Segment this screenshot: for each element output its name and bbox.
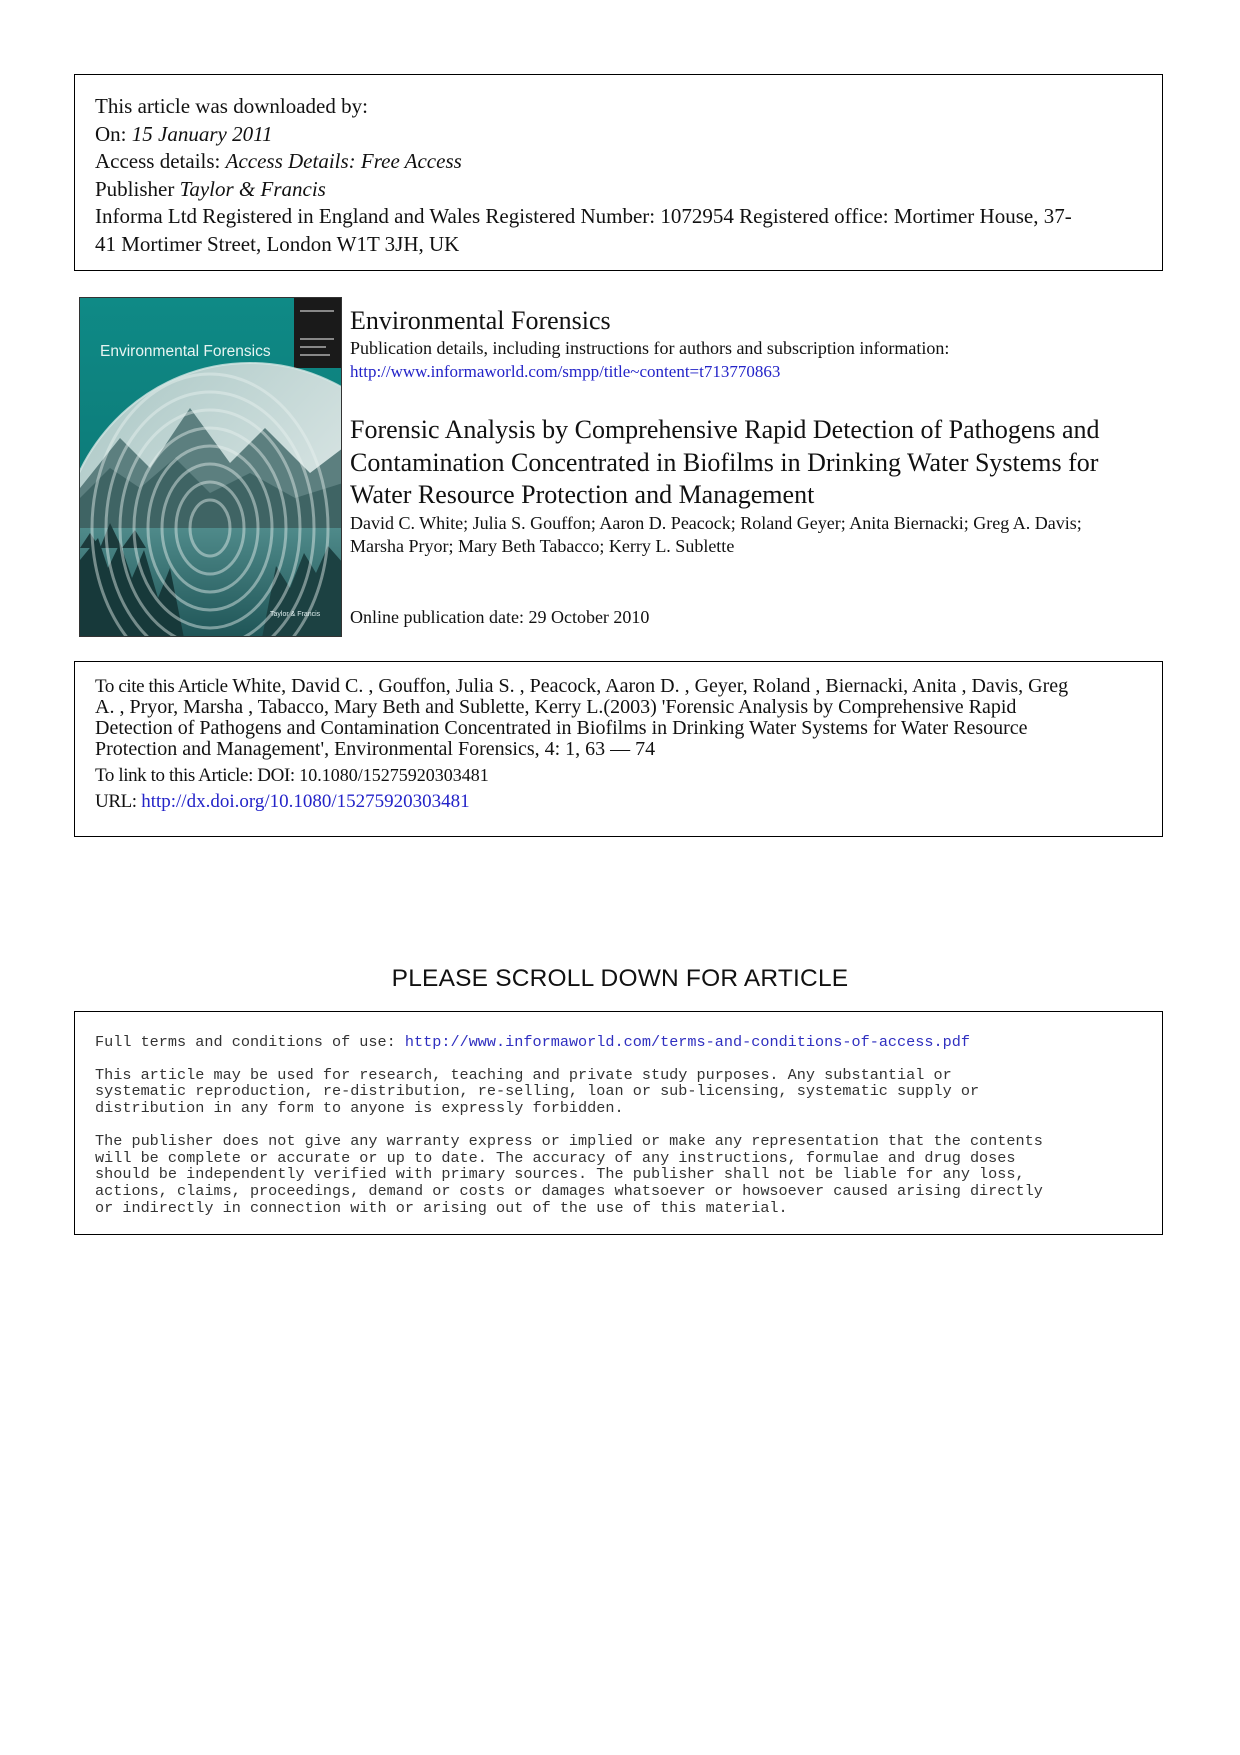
doi-value: 10.1080/15275920303481: [294, 765, 489, 785]
access-details-label: Access details:: [95, 149, 226, 173]
doi-line: [95, 765, 1142, 786]
publisher-line: [95, 176, 1142, 204]
access-details-line: [95, 148, 1142, 176]
citation-line: Detection of Pathogens and Contamination Concentrated in Biofilms in Drinking Water Systems for Water Resource: [95, 717, 1028, 739]
doi-label: To link to this Article: DOI:: [95, 765, 295, 786]
journal-info: [350, 305, 1150, 384]
downloaded-by-line: This article was downloaded by:: [95, 94, 368, 118]
authors-line: David C. White; Julia S. Gouffon; Aaron D. Peacock; Roland Geyer; Anita Biernacki; Greg A. Davis;: [350, 513, 1082, 533]
cover-journal-title: Environmental Forensics: [100, 343, 271, 360]
download-info-box: [74, 74, 1163, 271]
cite-label: To cite this Article: [95, 676, 228, 697]
terms-box: [74, 1011, 1163, 1235]
terms-disclaimer-paragraph: The publisher does not give any warranty express or implied or make any representation that the contents will be complete or accurate or up to date. The accuracy of any instructions, formulae and drug doses should be independently verified with primary sources. The publisher shall not be liable for any loss, actions, claims, proceedings, demand or costs or damages whatsoever or howsoever caused arising directly or indirectly in connection with or arising out of the use of this material.: [95, 1131, 1043, 1217]
terms-label: Full terms and conditions of use:: [95, 1033, 405, 1051]
informa-registration-line-1: Informa Ltd Registered in England and Wales Registered Number: 1072954 Registered office: Mortimer House, 37-: [95, 204, 1072, 228]
journal-cover-image: [79, 297, 342, 637]
terms-line: [95, 1034, 1142, 1051]
article-title-line: Water Resource Protection and Management: [350, 480, 815, 509]
article-title-line: Forensic Analysis by Comprehensive Rapid Detection of Pathogens and: [350, 415, 1100, 444]
informa-registration-line-2: 41 Mortimer Street, London W1T 3JH, UK: [95, 231, 460, 256]
citation-line: Protection and Management', Environmental Forensics, 4: 1, 63 — 74: [95, 738, 656, 760]
terms-url-link[interactable]: http://www.informaworld.com/terms-and-conditions-of-access.pdf: [404, 1033, 970, 1051]
journal-title: Environmental Forensics: [350, 306, 611, 335]
publisher-value: Taylor & Francis: [179, 176, 326, 201]
access-details-value: Access Details: Free Access: [225, 149, 462, 173]
citation-line: [95, 676, 1142, 697]
url-label: URL:: [95, 791, 137, 812]
journal-url-link[interactable]: http://www.informaworld.com/smpp/title~content=t713770863: [350, 362, 781, 381]
terms-usage-paragraph: This article may be used for research, teaching and private study purposes. Any substantial or systematic reproduction, re-distribution, re-selling, loan or sub-licensing, systematic supply or distribution in any form to anyone is expressly forbidden.: [95, 1065, 980, 1118]
url-line: [95, 791, 1142, 812]
article-title-line: Contamination Concentrated in Biofilms in Drinking Water Systems for: [350, 447, 1099, 477]
online-publication-date: Online publication date: 29 October 2010: [350, 607, 650, 627]
citation-line: A. , Pryor, Marsha , Tabacco, Mary Beth and Sublette, Kerry L.(2003) 'Forensic Analysis by Comprehensive Rapid: [95, 696, 1017, 718]
citation-line-text: White, David C. , Gouffon, Julia S. , Peacock, Aaron D. , Geyer, Roland , Biernacki, Anita , Davis, Greg: [227, 675, 1069, 697]
citation-text: [95, 676, 1142, 760]
citation-box: [74, 661, 1163, 837]
cover-publisher-logo: Taylor & Francis: [270, 611, 321, 618]
article-title: [350, 414, 1150, 512]
download-date-label: On:: [95, 121, 132, 146]
doi-url-link[interactable]: http://dx.doi.org/10.1080/15275920303481: [141, 791, 470, 812]
authors-line: Marsha Pryor; Mary Beth Tabacco; Kerry L. Sublette: [350, 536, 735, 556]
authors: [350, 512, 1150, 558]
download-date-value: 15 January 2011: [131, 121, 273, 146]
publisher-label: Publisher: [95, 176, 180, 201]
scroll-down-notice: PLEASE SCROLL DOWN FOR ARTICLE: [391, 965, 849, 992]
publication-details: Publication details, including instructions for authors and subscription information:: [350, 338, 950, 358]
download-date-line: [95, 121, 1142, 149]
